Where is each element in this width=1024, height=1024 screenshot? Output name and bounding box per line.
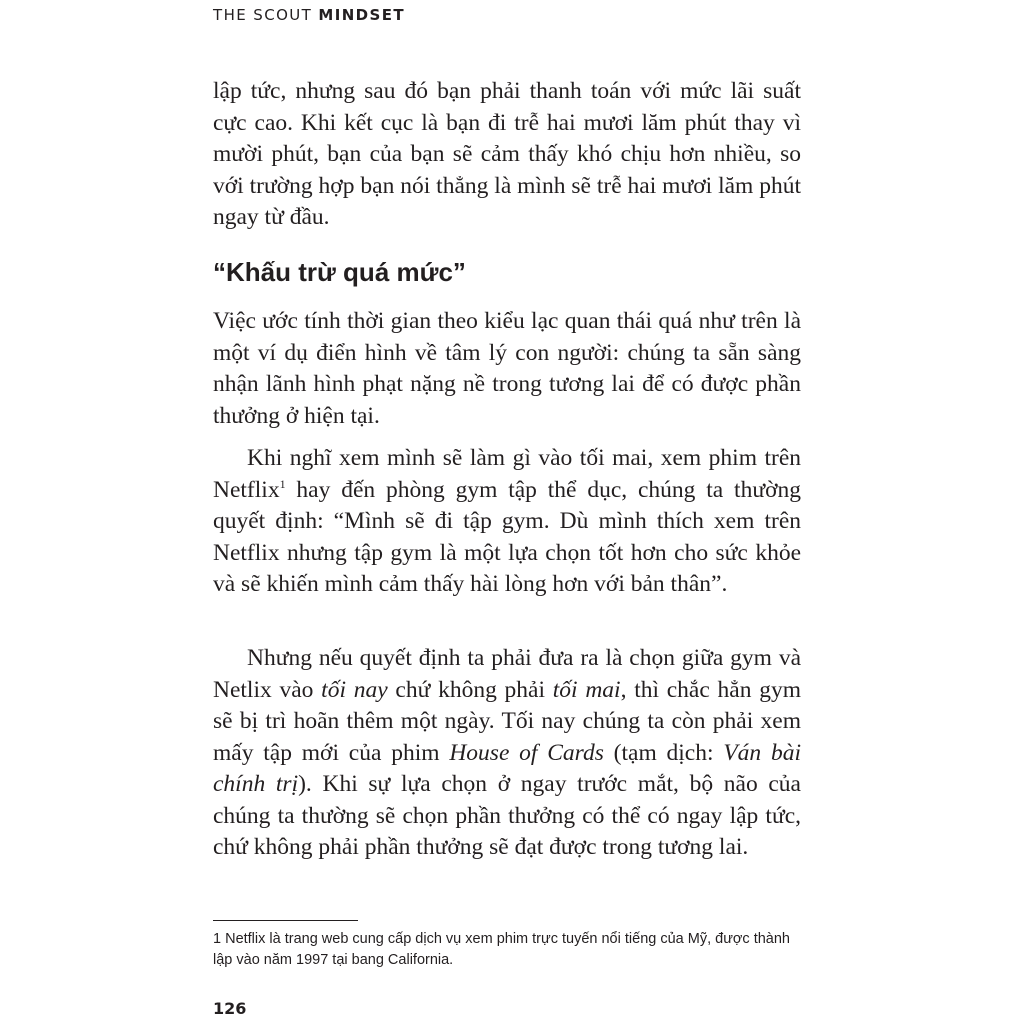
section-heading: “Khấu trừ quá mức” (213, 257, 466, 287)
paragraph-4-text-2: chứ không phải (387, 676, 553, 703)
paragraph-4-italic-tomorrow: tối mai (552, 676, 621, 703)
paragraph-3-text-a: Khi nghĩ xem mình sẽ làm gì vào tối mai, xem phim trên Netflix (213, 445, 801, 503)
paragraph-4-text-4: (tạm dịch: (603, 739, 724, 766)
paragraph-3-text-b: hay đến phòng gym tập thể dục, chúng ta thường quyết định: “Mình sẽ đi tập gym. Dù mình thích xem trên Netflix nhưng tập gym là một lựa chọn tốt hơn cho sức khỏe và sẽ khiến mình cảm thấy hài lòng hơn với bản thân”. (213, 476, 801, 597)
footnote-reference: 1 (279, 476, 286, 491)
paragraph-4-text-5: ). Khi sự lựa chọn ở ngay trước mắt, bộ não của chúng ta thường sẽ chọn phần thưởng có thể có ngay lập tức, chứ không phải phần thưởng sẽ đạt được trong tương lai. (213, 771, 801, 860)
paragraph-4-text-1: Nhưng nếu quyết định ta phải đưa ra là chọn giữa gym và Netlix vào (213, 645, 801, 703)
footnote: 1 Netflix là trang web cung cấp dịch vụ xem phim trực tuyến nổi tiếng của Mỹ, được thành lập vào năm 1997 tại bang California. (213, 931, 790, 968)
page-number: 126 (213, 999, 247, 1018)
paragraph-2: Việc ước tính thời gian theo kiểu lạc quan thái quá như trên là một ví dụ điển hình về tâm lý con người: chúng ta sẵn sàng nhận lãnh hình phạt nặng nề trong tương lai để có được phần thưởng ở hiện tại. (213, 308, 801, 429)
paragraph-3 (213, 443, 801, 601)
paragraph-4 (213, 643, 801, 864)
paragraph-1: lập tức, nhưng sau đó bạn phải thanh toán với mức lãi suất cực cao. Khi kết cục là bạn đi trễ hai mươi lăm phút thay vì mười phút, bạn của bạn sẽ cảm thấy khó chịu hơn nhiều, so với trường hợp bạn nói thẳng là mình sẽ trễ hai mươi lăm phút ngay từ đầu. (213, 78, 801, 230)
footnote-divider (213, 920, 358, 921)
paragraph-4-text-3: , thì chắc hẳn gym sẽ bị trì hoãn thêm một ngày. Tối nay chúng ta còn phải xem mấy tập mới của phim (213, 676, 801, 766)
paragraph-4-italic-show-title: House of Cards (449, 739, 604, 766)
paragraph-4-italic-translated-title: Ván bài chính trị (213, 739, 801, 797)
paragraph-4-italic-tonight: tối nay (321, 676, 388, 703)
running-head (213, 6, 405, 24)
running-head-title: THE SCOUT (213, 6, 319, 24)
running-head-title-bold: MINDSET (318, 6, 406, 24)
